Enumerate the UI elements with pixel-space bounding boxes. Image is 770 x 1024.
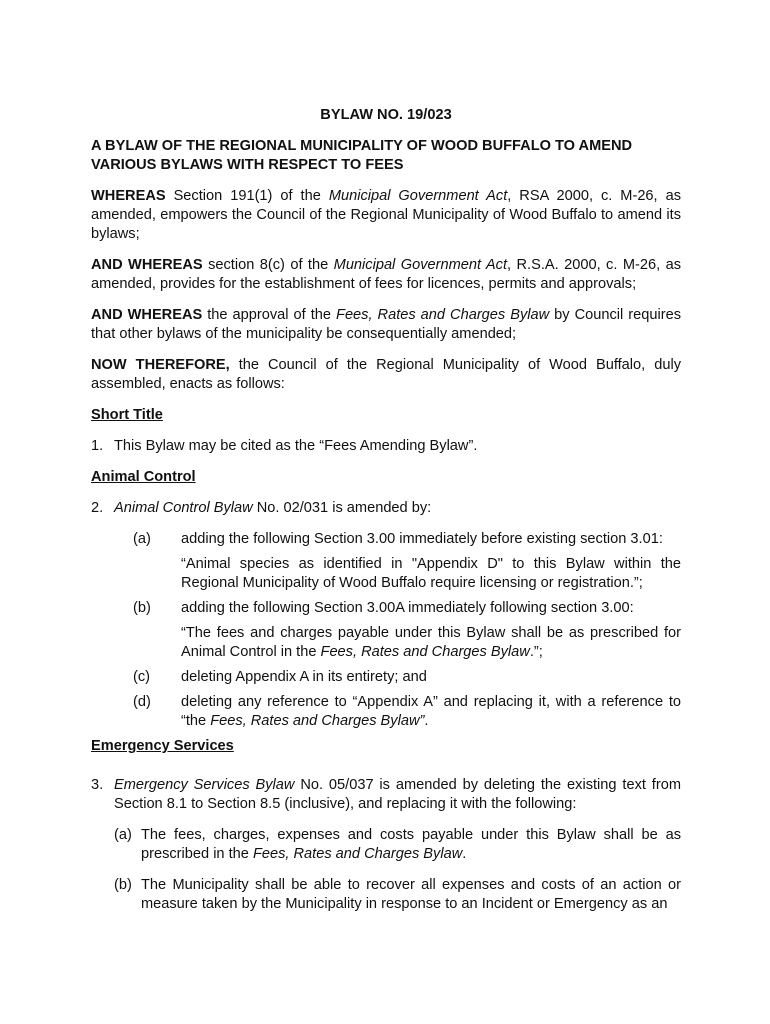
recital-keyword: AND WHEREAS [91,307,203,323]
quoted-text-b: “The fees and charges payable under this Bylaw shall be as prescribed for Animal Control in the Fees, Rates and Charges Bylaw.”; [181,625,681,660]
clause-text: Emergency Services Bylaw No. 05/037 is amended by deleting the existing text from Section 8.1 to Section 8.5 (inclusive), and replacing it with the following: [114,777,681,812]
subclause-text: adding the following Section 3.00 immediately before existing section 3.01: [181,531,663,547]
subclause-text: deleting Appendix A in its entirety; and [181,669,427,685]
paragraph-a [114,826,681,864]
clause-2 [91,499,681,518]
clause-3 [91,776,681,814]
subclause-label: (d) [133,694,151,710]
recital-now-therefore: NOW THEREFORE, the Council of the Regional Municipality of Wood Buffalo, duly assembled, enacts as follows: [91,357,681,392]
document-page [91,106,681,926]
recital-keyword: AND WHEREAS [91,257,203,273]
section-heading-emergency-services: Emergency Services [91,738,234,754]
subclause-label: (a) [133,531,151,547]
subclause-text: adding the following Section 3.00A immediately following section 3.00: [181,600,634,616]
clause-number: 2. [91,500,104,516]
clause-number: 3. [91,777,104,793]
subclause-d [91,693,681,731]
recital-keyword: WHEREAS [91,188,166,204]
clause-text: This Bylaw may be cited as the “Fees Amending Bylaw”. [114,438,478,454]
recital-keyword: NOW THEREFORE, [91,357,230,373]
paragraph-b [114,876,681,914]
paragraph-text: The Municipality shall be able to recover all expenses and costs of an action or measure taken by the Municipality in response to an Incident or Emergency as an [141,877,681,912]
recital-whereas: WHEREAS Section 191(1) of the Municipal Government Act, RSA 2000, c. M-26, as amended, empowers the Council of the Regional Municipality of Wood Buffalo to amend its bylaws; [91,188,681,242]
clause-number: 1. [91,438,104,454]
bylaw-title: BYLAW NO. 19/023 [320,107,452,123]
recital-and-whereas-1: AND WHEREAS section 8(c) of the Municipal Government Act, R.S.A. 2000, c. M-26, as amended, provides for the establishment of fees for licences, permits and approvals; [91,257,681,292]
subclause-a [91,530,681,549]
subclause-label: (c) [133,669,151,685]
recital-and-whereas-2: AND WHEREAS the approval of the Fees, Rates and Charges Bylaw by Council requires that other bylaws of the municipality be consequentially amended; [91,307,682,342]
bylaw-heading: A BYLAW OF THE REGIONAL MUNICIPALITY OF WOOD BUFFALO TO AMEND VARIOUS BYLAWS WITH RESPECT TO FEES [91,138,633,173]
subclause-c [91,668,681,687]
subclause-b [91,599,681,618]
quoted-text-a: “Animal species as identified in "Appendix D" to this Bylaw within the Regional Municipality of Wood Buffalo require licensing or registration.”; [181,556,681,591]
clause-text: Animal Control Bylaw No. 02/031 is amended by: [114,500,432,516]
paragraph-text: The fees, charges, expenses and costs payable under this Bylaw shall be as prescribed in the Fees, Rates and Charges Bylaw. [141,827,681,862]
section-heading-animal-control: Animal Control [91,469,196,485]
section-heading-short-title: Short Title [91,407,163,423]
paragraph-label: (b) [114,877,132,893]
subclause-label: (b) [133,600,151,616]
subclause-text: deleting any reference to “Appendix A” and replacing it, with a reference to “the Fees, Rates and Charges Bylaw”. [181,694,681,729]
paragraph-label: (a) [114,827,132,843]
clause-1 [91,437,681,456]
